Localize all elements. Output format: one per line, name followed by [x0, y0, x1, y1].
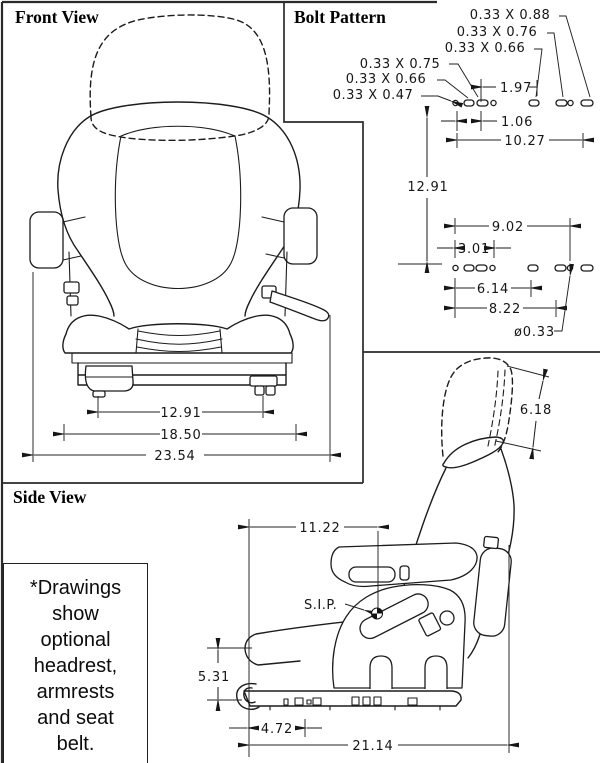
- armrest-right-pad: [284, 208, 317, 264]
- leader-line: [534, 49, 542, 97]
- bolt-slot: [464, 100, 474, 106]
- bolt-row-top: [453, 100, 593, 106]
- rail-slot: [307, 700, 311, 704]
- side-view-title: Side View: [13, 487, 87, 507]
- slot-callout: 0.33 X 0.75: [359, 57, 441, 72]
- rail-slot: [352, 697, 359, 705]
- backrest-outline-front: [58, 102, 300, 316]
- armrest-side: [331, 543, 477, 587]
- rail-slot: [295, 698, 303, 705]
- bolt-slot: [581, 265, 593, 271]
- cushion-front-panel: [136, 329, 222, 353]
- slot-callout: 0.33 X 0.47: [332, 88, 414, 103]
- note-line: belt.: [56, 733, 95, 755]
- bumper-nub: [93, 391, 105, 397]
- dim-text: 10.27: [504, 134, 546, 149]
- armrest-left-front: [30, 212, 85, 268]
- bolt-slot: [464, 265, 474, 271]
- dim-text-overall-depth: 21.14: [352, 739, 394, 754]
- note-line: *Drawings: [29, 577, 122, 599]
- latch-roller-2: [266, 386, 275, 395]
- headrest-outline-front: [90, 15, 269, 140]
- bolt-slot: [555, 265, 566, 271]
- headrest-outline-side: [442, 358, 513, 456]
- bolt-pattern-diagram: [333, 8, 593, 340]
- side-view-drawing: [237, 358, 514, 710]
- slot-callout: 0.33 X 0.88: [469, 8, 551, 23]
- ext-lines-1-06: [457, 111, 481, 131]
- dim-text-overall-width: 23.54: [154, 449, 196, 464]
- left-mount-block-small: [67, 296, 78, 305]
- rail-slot: [374, 697, 381, 705]
- bolt-slot: [528, 265, 538, 271]
- dim-text-mid-width: 18.50: [160, 428, 202, 443]
- slot-callout: 0.33 X 0.66: [345, 72, 427, 87]
- bolt-pattern-title: Bolt Pattern: [294, 7, 386, 27]
- bolt-hole: [453, 100, 458, 105]
- sip-label: S.I.P.: [304, 598, 338, 613]
- armrest-left-pad: [30, 212, 63, 268]
- dim-text-armrest-depth: 11.22: [299, 521, 341, 536]
- dim-text: 9.02: [491, 220, 525, 235]
- base-rail-side: [244, 691, 461, 710]
- bracket-body: [472, 547, 512, 638]
- rail-slot: [313, 698, 321, 705]
- dim-text-base-height: 5.31: [197, 670, 231, 685]
- dim-text-inner-width: 12.91: [160, 406, 202, 421]
- leader-line: [449, 64, 478, 97]
- bolt-row-bottom: [453, 265, 593, 271]
- bolt-hole: [490, 265, 495, 270]
- dim-text: 1.97: [500, 81, 533, 96]
- front-view-title: Front View: [15, 7, 99, 27]
- armrest-right-front: [262, 208, 317, 264]
- note-line: optional: [40, 629, 111, 651]
- hole-diameter-label: ø0.33: [514, 325, 555, 340]
- note-line: and seat: [37, 707, 114, 729]
- armrest-slot-divider: [400, 566, 409, 580]
- pan-hole: [440, 611, 454, 625]
- recline-bracket: [472, 536, 512, 637]
- leader-line: [437, 80, 468, 98]
- dim-text: 1.06: [501, 115, 534, 130]
- dim-text: 8.22: [488, 302, 522, 317]
- bolt-slot: [556, 100, 567, 106]
- dim-text: 6.14: [476, 282, 510, 297]
- bolt-slot: [477, 100, 488, 106]
- bracket-knob: [484, 536, 499, 548]
- rail-slot: [363, 697, 370, 705]
- leader-line: [421, 96, 451, 101]
- bolt-hole: [567, 265, 572, 270]
- latch-body: [250, 376, 277, 386]
- bolt-hole: [491, 100, 496, 105]
- armrest-left-bracket: [63, 217, 85, 260]
- bumper-foot: [85, 366, 133, 391]
- armrest-slot: [349, 567, 395, 582]
- seat-cushion-front: [63, 315, 293, 353]
- bolt-slot: [529, 100, 539, 106]
- base-flange-front: [72, 353, 292, 363]
- slot-callout: 0.33 X 0.66: [444, 41, 526, 56]
- leader-line: [559, 16, 590, 97]
- dim-text: 3.01: [457, 242, 491, 257]
- note-line: headrest,: [33, 655, 118, 677]
- rail-slot: [284, 699, 288, 705]
- left-mount-block: [64, 282, 79, 293]
- optional-equipment-note: [3, 563, 148, 763]
- bolt-hole: [453, 265, 458, 270]
- note-line: show: [52, 603, 99, 625]
- latch-roller-1: [255, 386, 264, 395]
- backrest-seams-front: [115, 126, 240, 288]
- bolt-slot: [476, 265, 487, 271]
- bolt-hole: [568, 100, 573, 105]
- dim-text: 12.91: [407, 180, 449, 195]
- note-line: armrests: [36, 681, 115, 703]
- dim-text-front-offset: 4.72: [260, 722, 294, 737]
- backrest-shoulder-side: [443, 437, 503, 468]
- rail-slot: [408, 698, 417, 705]
- bolt-slot: [581, 100, 593, 106]
- dim-line: [533, 421, 536, 447]
- slot-callout: 0.33 X 0.76: [456, 25, 538, 40]
- adjustment-lever: [270, 291, 329, 321]
- pan-cutout-right: [425, 656, 447, 689]
- dim-line: [539, 381, 543, 399]
- pan-cutout-left: [370, 656, 392, 689]
- dim-text-headrest-height: 6.18: [519, 403, 553, 418]
- frame-sides-front: [69, 252, 287, 316]
- leader-line: [547, 33, 563, 97]
